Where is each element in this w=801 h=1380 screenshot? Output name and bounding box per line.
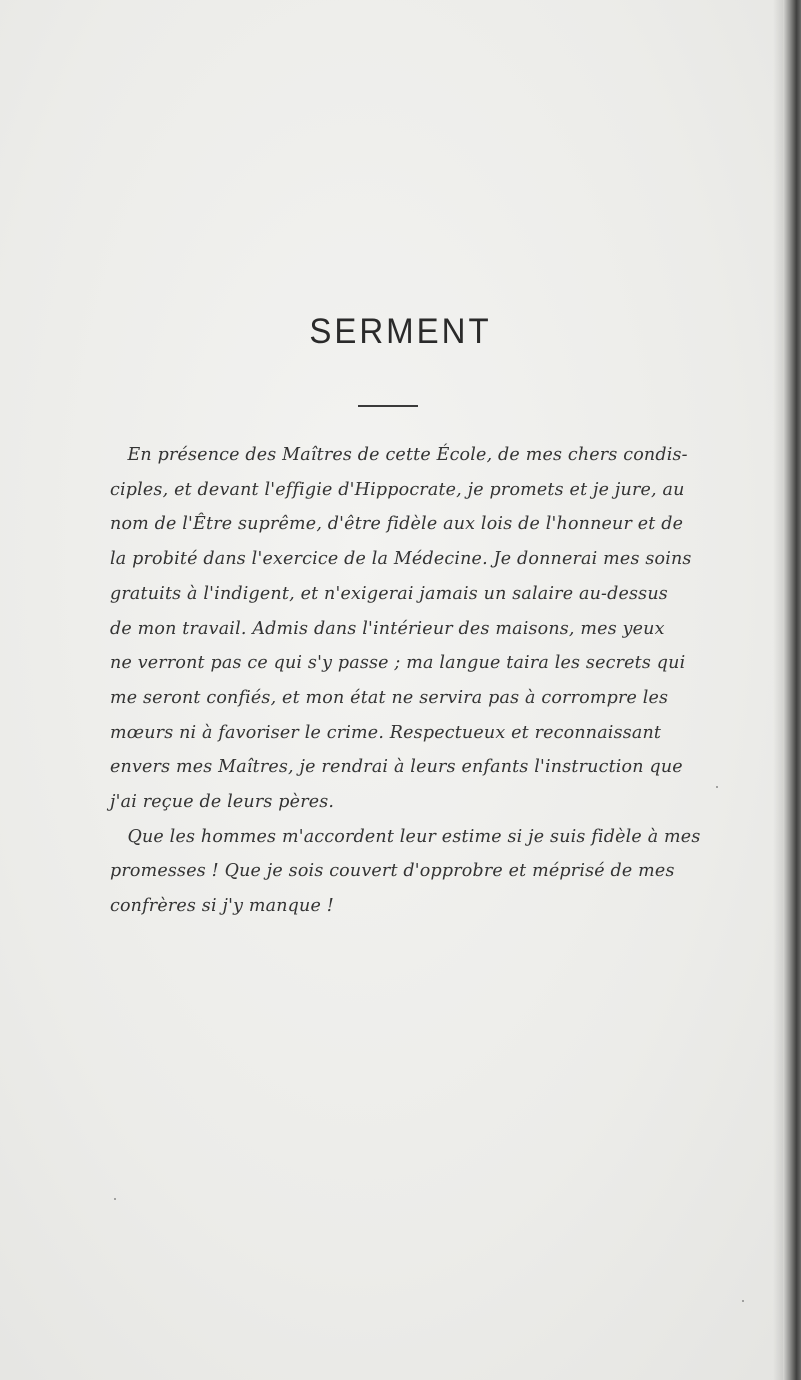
oath-line: envers mes Maîtres, je rendrai à leurs enfants l'instruction que [110,756,683,778]
oath-line: mœurs ni à favoriser le crime. Respectueux et reconnaissant [110,721,662,743]
binding-edge [783,0,801,1380]
oath-line: la probité dans l'exercice de la Médecine. Je donnerai mes soins [110,548,692,570]
paper-speck [742,1300,744,1302]
oath-line: ciples, et devant l'effigie d'Hippocrate, je promets et je jure, au [110,478,685,500]
oath-title: SERMENT [309,310,492,351]
oath-line: de mon travail. Admis dans l'intérieur des maisons, mes yeux [110,617,665,639]
page-edge-shadow [773,0,783,1380]
oath-line: Que les hommes m'accordent leur estime si je suis fidèle à mes [127,825,701,847]
oath-line: me seront confiés, et mon état ne servira pas à corrompre les [110,686,669,708]
paper-speck [716,786,718,788]
oath-text [110,438,704,924]
title-rule [358,405,418,407]
oath-line: ne verront pas ce qui s'y passe ; ma langue taira les secrets qui [110,652,686,674]
oath-line: En présence des Maîtres de cette École, de mes chers condis- [127,444,688,465]
oath-paragraph-1 [110,438,704,820]
oath-line: confrères si j'y manque ! [110,895,334,917]
oath-line: gratuits à l'indigent, et n'exigerai jamais un salaire au-dessus [110,582,668,604]
paper-speck [114,1198,116,1200]
oath-line: nom de l'Être suprême, d'être fidèle aux lois de l'honneur et de [110,513,684,535]
oath-line: promesses ! Que je sois couvert d'opprobre et méprisé de mes [110,860,675,882]
oath-line: j'ai reçue de leurs pères. [110,791,335,813]
oath-paragraph-2 [110,820,704,924]
